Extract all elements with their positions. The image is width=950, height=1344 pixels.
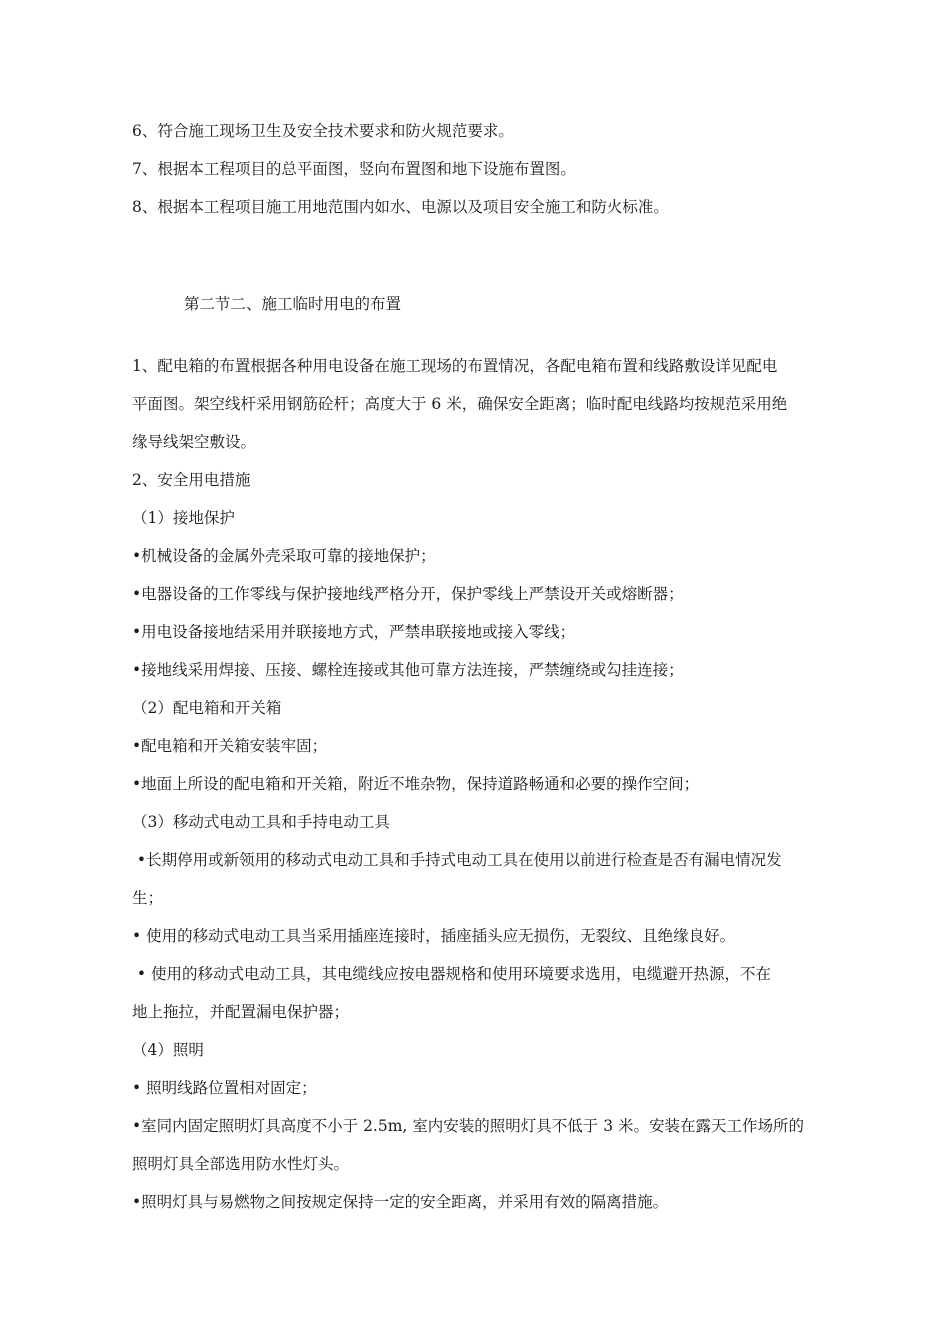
sub-4-title: （4）照明 (132, 1041, 204, 1059)
sub-1-bullet: •接地线采用焊接、压接、螺栓连接或其他可靠方法连接，严禁缠绕或勾挂连接； (132, 661, 684, 679)
sub-2-title: （2）配电箱和开关箱 (132, 699, 282, 717)
sub-1-bullet: •机械设备的金属外壳采取可靠的接地保护； (132, 547, 436, 565)
sub-3-bullet-3-line-1: • 使用的移动式电动工具，其电缆线应按电器规格和使用环境要求选用，电缆避开热源，不在 (132, 965, 771, 983)
list-item-6: 6、符合施工现场卫生及安全技术要求和防火规范要求。 (132, 122, 514, 140)
list-item-7: 7、根据本工程项目的总平面图，竖向布置图和地下设施布置图。 (132, 160, 576, 178)
sub-3-bullet-3-line-2: 地上拖拉，并配置漏电保护器； (132, 1003, 350, 1021)
sub-4-bullet-2-line-2: 照明灯具全部选用防水性灯头。 (132, 1155, 350, 1173)
sub-3-bullet-1-line-2: 生； (132, 889, 164, 907)
list-item-8: 8、根据本工程项目施工用地范围内如水、电源以及项目安全施工和防火标准。 (132, 198, 669, 216)
item-1-line-2: 平面图。架空线杆采用钢筋砼杆；高度大于 6 米，确保安全距离；临时配电线路均按规范采用绝 (132, 395, 788, 413)
sub-1-bullet: •用电设备接地结采用并联接地方式，严禁串联接地或接入零线； (132, 623, 576, 641)
sub-2-bullet: •配电箱和开关箱安装牢固； (132, 737, 328, 755)
section-heading: 第二节二、施工临时用电的布置 (184, 295, 402, 313)
sub-4-bullet-1: • 照明线路位置相对固定； (132, 1079, 317, 1097)
sub-1-title: （1）接地保护 (132, 509, 235, 527)
sub-3-title: （3）移动式电动工具和手持电动工具 (132, 813, 390, 831)
item-1-line-1: 1、配电箱的布置根据各种用电设备在施工现场的布置情况，各配电箱布置和线路敷设详见配电 (132, 357, 778, 375)
sub-2-bullet: •地面上所设的配电箱和开关箱，附近不堆杂物，保持道路畅通和必要的操作空间； (132, 775, 700, 793)
sub-4-bullet-2-line-1: •室同内固定照明灯具高度不小于 2.5m, 室内安装的照明灯具不低于 3 米。安装在露天工作场所的 (132, 1117, 804, 1135)
sub-3-bullet-2: • 使用的移动式电动工具当采用插座连接时，插座插头应无损伤，无裂纹、且绝缘良好。 (132, 927, 736, 945)
sub-3-bullet-1-line-1: •长期停用或新领用的移动式电动工具和手持式电动工具在使用以前进行检查是否有漏电情况发 (132, 851, 782, 869)
item-2-title: 2、安全用电措施 (132, 471, 251, 489)
sub-4-bullet-3: •照明灯具与易燃物之间按规定保持一定的安全距离，并采用有效的隔离措施。 (132, 1193, 669, 1211)
sub-1-bullet: •电器设备的工作零线与保护接地线严格分开，保护零线上严禁设开关或熔断器； (132, 585, 684, 603)
item-1-line-3: 缘导线架空敷设。 (132, 433, 257, 451)
